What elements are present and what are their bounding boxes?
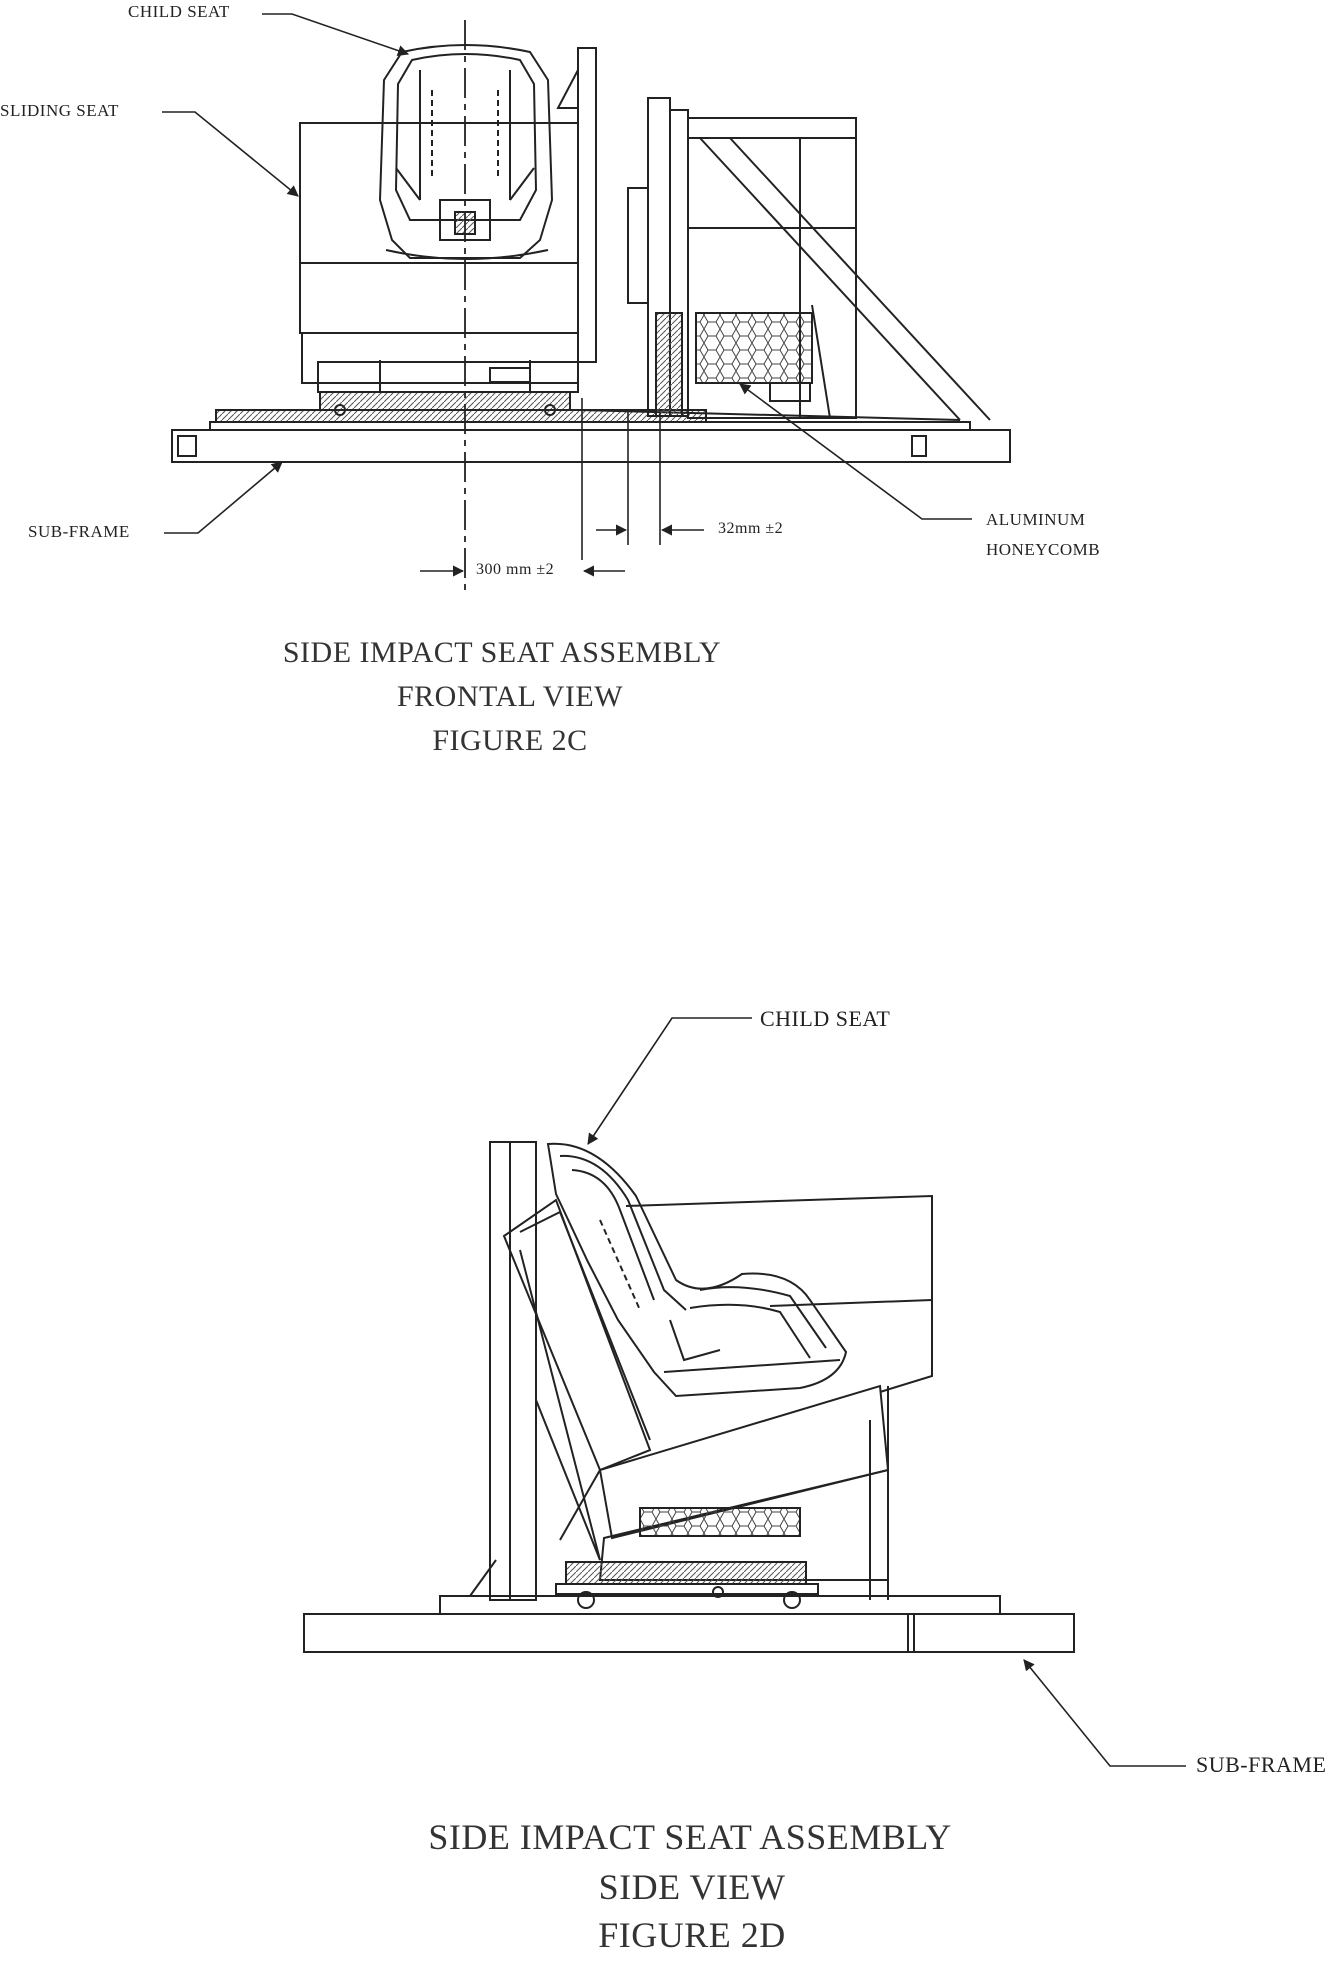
- label-sub-frame-2c: SUB-FRAME: [28, 522, 130, 541]
- child-seat-2c: [380, 45, 552, 259]
- child-seat-2d: [548, 1144, 846, 1396]
- dimension-gap-2c: 32mm ±2: [718, 520, 784, 537]
- sub-frame-2d: [304, 1596, 1074, 1652]
- caption-2d-line1: SIDE IMPACT SEAT ASSEMBLY: [428, 1817, 952, 1857]
- figure-2d-side-view: [304, 1018, 1186, 1766]
- caption-2d-line2: SIDE VIEW: [598, 1867, 786, 1907]
- label-child-seat-2c: CHILD SEAT: [128, 2, 230, 21]
- caption-2c-line3: FIGURE 2C: [432, 724, 588, 757]
- back-frame-2d: [470, 1142, 600, 1600]
- sliding-seat-2c: [300, 48, 596, 415]
- trolley-2d: [556, 1562, 818, 1608]
- dimension-lines-2c: [420, 398, 704, 571]
- honeycomb-structure-2c: [628, 98, 990, 420]
- sub-frame-2c: [172, 410, 1010, 462]
- inclined-seatback-2d: [504, 1200, 650, 1540]
- label-honeycomb-2c: HONEYCOMB: [986, 540, 1101, 559]
- label-sliding-seat-2c: SLIDING SEAT: [0, 101, 119, 120]
- label-sub-frame-2d: SUB-FRAME: [1196, 1752, 1327, 1777]
- dimension-offset-2c: 300 mm ±2: [476, 561, 555, 578]
- caption-2c-line2: FRONTAL VIEW: [396, 680, 624, 713]
- figure-2c-frontal-view: [162, 14, 1010, 590]
- label-aluminum-2c: ALUMINUM: [986, 510, 1086, 529]
- caption-2c-line1: SIDE IMPACT SEAT ASSEMBLY: [282, 636, 722, 669]
- label-child-seat-2d: CHILD SEAT: [760, 1006, 891, 1031]
- caption-2d-line3: FIGURE 2D: [598, 1915, 786, 1955]
